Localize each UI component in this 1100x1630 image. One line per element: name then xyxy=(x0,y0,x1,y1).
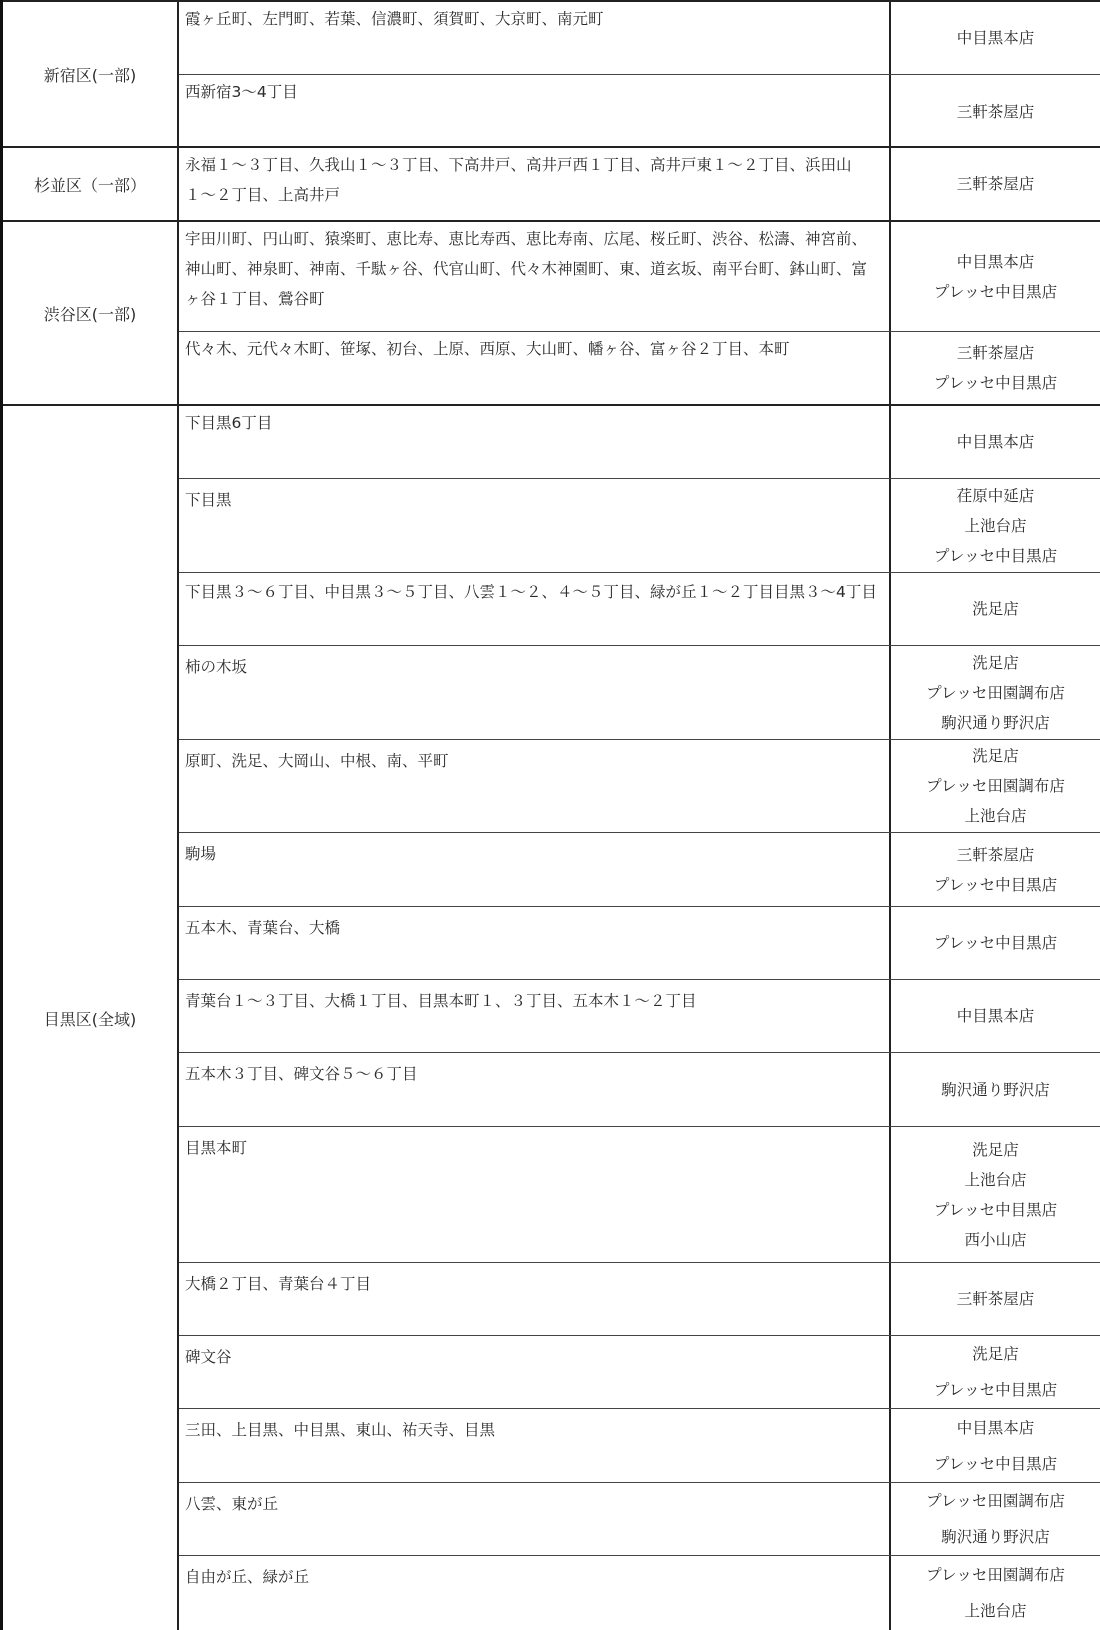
shop-name: 洗足店 xyxy=(972,747,1019,765)
ward-name: 目黒区(全域) xyxy=(3,406,179,1630)
shop-name: 駒沢通り野沢店 xyxy=(941,1528,1050,1546)
table-row xyxy=(179,406,1100,479)
shop-cell xyxy=(889,479,1100,572)
table-row xyxy=(179,1127,1100,1263)
table-row xyxy=(179,573,1100,646)
shop-cell xyxy=(889,222,1100,331)
shop-name: 中目黒本店 xyxy=(956,252,1035,271)
shop-name: 洗足店 xyxy=(972,1345,1019,1363)
group-suginami xyxy=(3,148,1100,222)
shop-name: 三軒茶屋店 xyxy=(956,175,1035,193)
shop-name: 中目黒本店 xyxy=(956,433,1035,451)
shop-cell xyxy=(889,75,1100,148)
area-cell: 原町、洗足、大岡山、中根、南、平町 xyxy=(185,752,449,770)
shop-name: 駒沢通り野沢店 xyxy=(941,1080,1050,1099)
shop-cell xyxy=(889,2,1100,74)
shop-name: プレッセ中目黒店 xyxy=(933,1381,1058,1399)
table-row xyxy=(179,1483,1100,1556)
table-row xyxy=(179,75,1100,148)
table-row xyxy=(179,479,1100,573)
shop-name: 中目黒本店 xyxy=(956,1007,1035,1025)
shop-name: プレッセ中目黒店 xyxy=(933,875,1058,894)
shop-cell xyxy=(889,740,1100,832)
shop-name: 上池台店 xyxy=(964,807,1027,825)
shop-cell xyxy=(889,1263,1100,1335)
table-row xyxy=(179,1336,1100,1409)
area-cell: 自由が丘、緑が丘 xyxy=(185,1568,310,1586)
ward-name: 渋谷区(一部) xyxy=(3,222,179,404)
shop-cell xyxy=(889,646,1100,739)
shop-name: 洗足店 xyxy=(972,653,1019,672)
shop-name: 三軒茶屋店 xyxy=(956,344,1035,362)
shop-cell xyxy=(889,833,1100,906)
table-row xyxy=(179,1556,1100,1630)
area-cell: 下目黒３〜６丁目、中目黒３〜５丁目、八雲１〜２、４〜５丁目、緑が丘１〜２丁目目黒３〜4丁目 xyxy=(185,583,877,601)
shop-cell xyxy=(889,1483,1100,1555)
table-row xyxy=(179,148,1100,220)
table-row xyxy=(179,1409,1100,1483)
table-row xyxy=(179,1263,1100,1336)
shop-name: 上池台店 xyxy=(964,1602,1027,1620)
table-row xyxy=(179,222,1100,332)
area-cell: 碑文谷 xyxy=(185,1348,232,1366)
table-row xyxy=(179,646,1100,740)
shop-name: プレッセ田園調布店 xyxy=(926,1492,1065,1510)
shop-name: 三軒茶屋店 xyxy=(956,102,1035,121)
area-cell: 三田、上目黒、中目黒、東山、祐天寺、目黒 xyxy=(185,1421,496,1439)
table-row xyxy=(179,907,1100,980)
shop-name: プレッセ中目黒店 xyxy=(933,1454,1058,1473)
shop-name: プレッセ田園調布店 xyxy=(926,683,1065,702)
area-cell: 西新宿3〜4丁目 xyxy=(185,83,298,101)
table-row xyxy=(179,332,1100,404)
group-meguro xyxy=(3,406,1100,1630)
area-cell: 柿の木坂 xyxy=(185,658,248,676)
shop-name: プレッセ中目黒店 xyxy=(933,546,1058,565)
area-cell: 下目黒6丁目 xyxy=(185,414,273,432)
area-cell: 永福１〜３丁目、久我山１〜３丁目、下高井戸、高井戸西１丁目、高井戸東１〜２丁目、浜田山１〜２丁目、上高井戸 xyxy=(185,156,852,204)
table-row xyxy=(179,2,1100,75)
shop-cell xyxy=(889,406,1100,478)
shop-cell xyxy=(889,1336,1100,1408)
shop-name: プレッセ田園調布店 xyxy=(926,777,1065,795)
ward-name: 杉並区（一部） xyxy=(3,148,179,220)
area-cell: 五本木、青葉台、大橋 xyxy=(185,919,341,937)
shop-name: プレッセ中目黒店 xyxy=(933,282,1058,301)
shop-name: 洗足店 xyxy=(972,1140,1019,1159)
area-cell: 宇田川町、円山町、猿楽町、恵比寿、恵比寿西、恵比寿南、広尾、桜丘町、渋谷、松濤、神宮前、神山町、神泉町、神南、千駄ヶ谷、代官山町、代々木神園町、東、道玄坂、南平台町、鉢山町、富ヶ谷１丁目、鶯谷町 xyxy=(185,230,868,308)
area-cell: 大橋２丁目、青葉台４丁目 xyxy=(185,1275,372,1293)
area-cell: 八雲、東が丘 xyxy=(185,1495,279,1513)
shop-cell xyxy=(889,907,1100,979)
area-cell: 青葉台１〜３丁目、大橋１丁目、目黒本町１、３丁目、五本木１〜２丁目 xyxy=(185,992,697,1010)
shop-name: 駒沢通り野沢店 xyxy=(941,713,1050,732)
area-cell: 駒場 xyxy=(185,845,217,863)
shop-cell xyxy=(889,332,1100,404)
ward-name: 新宿区(一部) xyxy=(3,2,179,146)
shop-cell xyxy=(889,1556,1100,1630)
table-row xyxy=(179,740,1100,833)
table-row xyxy=(179,833,1100,907)
shop-name: 西小山店 xyxy=(964,1230,1027,1249)
group-shibuya xyxy=(3,222,1100,406)
shop-cell xyxy=(889,1409,1100,1482)
shop-name: 中目黒本店 xyxy=(956,29,1035,47)
area-cell: 代々木、元代々木町、笹塚、初台、上原、西原、大山町、幡ヶ谷、富ヶ谷２丁目、本町 xyxy=(185,340,790,358)
shop-name: プレッセ中目黒店 xyxy=(933,1200,1058,1219)
shop-name: 上池台店 xyxy=(964,516,1027,535)
shop-cell xyxy=(889,980,1100,1052)
shop-name: プレッセ中目黒店 xyxy=(933,934,1058,952)
shop-name: プレッセ中目黒店 xyxy=(933,374,1058,392)
shop-name: 三軒茶屋店 xyxy=(956,845,1035,864)
shop-name: 三軒茶屋店 xyxy=(956,1290,1035,1308)
shop-name: 上池台店 xyxy=(964,1170,1027,1189)
table-row xyxy=(179,980,1100,1053)
shop-cell xyxy=(889,1053,1100,1126)
area-cell: 霞ヶ丘町、左門町、若葉、信濃町、須賀町、大京町、南元町 xyxy=(185,10,604,28)
table-row xyxy=(179,1053,1100,1127)
shop-cell xyxy=(889,1127,1100,1262)
shop-name: 中目黒本店 xyxy=(956,1418,1035,1437)
shop-cell xyxy=(889,573,1100,645)
shop-name: 洗足店 xyxy=(972,600,1019,618)
shop-cell xyxy=(889,148,1100,220)
shop-name: 荏原中延店 xyxy=(956,486,1035,505)
group-shinjuku xyxy=(3,0,1100,148)
area-cell: 下目黒 xyxy=(185,491,232,509)
shop-name: プレッセ田園調布店 xyxy=(926,1566,1065,1584)
area-cell: 目黒本町 xyxy=(185,1139,248,1157)
area-cell: 五本木３丁目、碑文谷５〜６丁目 xyxy=(185,1065,418,1083)
